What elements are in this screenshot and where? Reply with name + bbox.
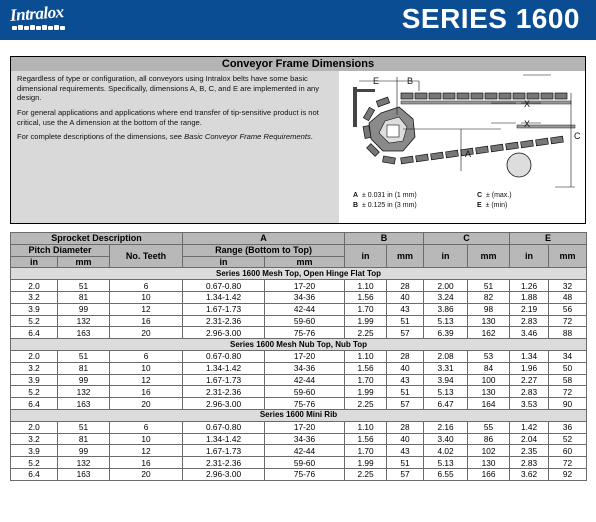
table-cell: 75-76 xyxy=(265,327,345,339)
table-cell: 20 xyxy=(110,398,183,410)
table-cell: 6.47 xyxy=(424,398,468,410)
table-cell: 43 xyxy=(387,303,424,315)
table-cell: 1.56 xyxy=(345,291,387,303)
table-cell: 2.83 xyxy=(510,457,549,469)
table-cell: 3.9 xyxy=(11,445,58,457)
section-title: Series 1600 Mini Rib xyxy=(11,409,587,421)
pitch-diameter-header: Pitch Diameter xyxy=(11,244,110,256)
table-row xyxy=(11,327,587,339)
table-cell: 10 xyxy=(110,291,183,303)
table-cell: 57 xyxy=(387,468,424,480)
diagram-label-e: E xyxy=(373,76,380,86)
table-cell: 102 xyxy=(468,445,510,457)
header-row-2 xyxy=(11,244,587,256)
table-cell: 42-44 xyxy=(265,445,345,457)
table-cell: 17-20 xyxy=(265,421,345,433)
table-cell: 3.62 xyxy=(510,468,549,480)
table-cell: 42-44 xyxy=(265,303,345,315)
table-cell: 81 xyxy=(58,291,110,303)
table-cell: 20 xyxy=(110,327,183,339)
table-cell: 2.0 xyxy=(11,280,58,292)
frame-dimensions-panel xyxy=(10,56,586,224)
table-cell: 166 xyxy=(468,468,510,480)
table-cell: 3.2 xyxy=(11,291,58,303)
table-cell: 3.24 xyxy=(424,291,468,303)
table-cell: 51 xyxy=(387,457,424,469)
table-row xyxy=(11,362,587,374)
table-cell: 1.42 xyxy=(510,421,549,433)
table-cell: 2.27 xyxy=(510,374,549,386)
table-row xyxy=(11,457,587,469)
table-cell: 3.46 xyxy=(510,327,549,339)
table-row xyxy=(11,350,587,362)
table-cell: 57 xyxy=(387,398,424,410)
table-cell: 88 xyxy=(549,327,587,339)
table-cell: 1.99 xyxy=(345,386,387,398)
table-cell: 51 xyxy=(58,350,110,362)
description-area xyxy=(11,71,339,223)
panel-title: Conveyor Frame Dimensions xyxy=(11,57,585,71)
table-cell: 2.83 xyxy=(510,386,549,398)
sprocket-description-header: Sprocket Description xyxy=(11,233,183,245)
e-mm-header: mm xyxy=(549,244,587,268)
table-cell: 90 xyxy=(549,398,587,410)
table-cell: 1.10 xyxy=(345,280,387,292)
table-cell: 52 xyxy=(549,433,587,445)
table-cell: 0.67-0.80 xyxy=(183,421,265,433)
table-cell: 98 xyxy=(468,303,510,315)
table-cell: 72 xyxy=(549,315,587,327)
table-row xyxy=(11,374,587,386)
table-cell: 12 xyxy=(110,445,183,457)
table-cell: 48 xyxy=(549,291,587,303)
table-cell: 3.86 xyxy=(424,303,468,315)
table-cell: 86 xyxy=(468,433,510,445)
table-row xyxy=(11,303,587,315)
table-cell: 1.67-1.73 xyxy=(183,374,265,386)
table-cell: 5.2 xyxy=(11,457,58,469)
tolerance-c: C ± (max.) xyxy=(477,192,512,199)
table-row xyxy=(11,280,587,292)
tolerance-e: E ± (min) xyxy=(477,202,508,209)
table-cell: 12 xyxy=(110,374,183,386)
table-row xyxy=(11,398,587,410)
table-row xyxy=(11,433,587,445)
table-cell: 2.25 xyxy=(345,327,387,339)
table-cell: 2.16 xyxy=(424,421,468,433)
table-cell: 75-76 xyxy=(265,398,345,410)
table-cell: 1.88 xyxy=(510,291,549,303)
table-cell: 163 xyxy=(58,398,110,410)
table-cell: 17-20 xyxy=(265,280,345,292)
table-cell: 3.31 xyxy=(424,362,468,374)
intralox-logo xyxy=(10,4,70,34)
table-cell: 81 xyxy=(58,362,110,374)
table-cell: 1.10 xyxy=(345,350,387,362)
dimensions-table xyxy=(10,232,587,481)
table-cell: 1.99 xyxy=(345,457,387,469)
table-cell: 1.34-1.42 xyxy=(183,362,265,374)
table-body xyxy=(11,268,587,480)
logo-wordmark: Intralox xyxy=(9,2,65,25)
c-mm-header: mm xyxy=(468,244,510,268)
table-cell: 2.25 xyxy=(345,468,387,480)
table-cell: 58 xyxy=(549,374,587,386)
table-cell: 162 xyxy=(468,327,510,339)
table-cell: 0.67-0.80 xyxy=(183,350,265,362)
table-cell: 1.34-1.42 xyxy=(183,291,265,303)
table-cell: 5.2 xyxy=(11,315,58,327)
table-cell: 59-60 xyxy=(265,315,345,327)
table-cell: 6.55 xyxy=(424,468,468,480)
table-cell: 99 xyxy=(58,374,110,386)
table-cell: 43 xyxy=(387,445,424,457)
table-cell: 55 xyxy=(468,421,510,433)
table-cell: 2.96-3.00 xyxy=(183,468,265,480)
table-cell: 3.2 xyxy=(11,362,58,374)
table-cell: 2.00 xyxy=(424,280,468,292)
table-cell: 2.31-2.36 xyxy=(183,315,265,327)
diagram-label-c: C xyxy=(574,131,581,141)
table-cell: 16 xyxy=(110,457,183,469)
table-cell: 1.34-1.42 xyxy=(183,433,265,445)
table-cell: 132 xyxy=(58,457,110,469)
diagram-label-a: A xyxy=(465,149,472,159)
c-in-header: in xyxy=(424,244,468,268)
table-cell: 34 xyxy=(549,350,587,362)
table-cell: 6 xyxy=(110,421,183,433)
table-cell: 99 xyxy=(58,303,110,315)
table-cell: 16 xyxy=(110,386,183,398)
table-cell: 60 xyxy=(549,445,587,457)
table-cell: 130 xyxy=(468,386,510,398)
table-cell: 2.96-3.00 xyxy=(183,398,265,410)
table-cell: 59-60 xyxy=(265,386,345,398)
table-cell: 34-36 xyxy=(265,291,345,303)
table-cell: 2.35 xyxy=(510,445,549,457)
b-mm-header: mm xyxy=(387,244,424,268)
table-cell: 1.67-1.73 xyxy=(183,303,265,315)
table-cell: 3.2 xyxy=(11,433,58,445)
tolerance-b: B ± 0.125 in (3 mm) xyxy=(353,202,417,209)
table-cell: 132 xyxy=(58,386,110,398)
table-cell: 10 xyxy=(110,433,183,445)
table-cell: 57 xyxy=(387,327,424,339)
section-title-row xyxy=(11,339,587,351)
a-header: A xyxy=(183,233,345,245)
e-in-header: in xyxy=(510,244,549,268)
table-cell: 84 xyxy=(468,362,510,374)
table-cell: 51 xyxy=(468,280,510,292)
table-cell: 43 xyxy=(387,374,424,386)
table-row xyxy=(11,386,587,398)
pitch-mm-header: mm xyxy=(58,256,110,268)
table-cell: 5.13 xyxy=(424,315,468,327)
table-row xyxy=(11,421,587,433)
table-cell: 28 xyxy=(387,421,424,433)
table-cell: 3.9 xyxy=(11,374,58,386)
table-cell: 40 xyxy=(387,433,424,445)
table-cell: 16 xyxy=(110,315,183,327)
table-cell: 5.2 xyxy=(11,386,58,398)
table-cell: 56 xyxy=(549,303,587,315)
table-cell: 36 xyxy=(549,421,587,433)
table-cell: 2.25 xyxy=(345,398,387,410)
pitch-in-header: in xyxy=(11,256,58,268)
table-cell: 1.99 xyxy=(345,315,387,327)
e-header: E xyxy=(510,233,587,245)
table-cell: 81 xyxy=(58,433,110,445)
tolerance-a: A ± 0.031 in (1 mm) xyxy=(353,192,417,199)
c-header: C xyxy=(424,233,510,245)
table-cell: 53 xyxy=(468,350,510,362)
no-teeth-header: No. Teeth xyxy=(110,244,183,268)
table-cell: 6.39 xyxy=(424,327,468,339)
table-cell: 20 xyxy=(110,468,183,480)
table-cell: 5.13 xyxy=(424,457,468,469)
table-cell: 130 xyxy=(468,457,510,469)
table-cell: 6.4 xyxy=(11,468,58,480)
table-cell: 51 xyxy=(58,280,110,292)
table-cell: 34-36 xyxy=(265,433,345,445)
table-cell: 4.02 xyxy=(424,445,468,457)
table-cell: 132 xyxy=(58,315,110,327)
table-cell: 130 xyxy=(468,315,510,327)
table-cell: 2.04 xyxy=(510,433,549,445)
description-paragraph-1: Regardless of type or configuration, all conveyors using Intralox belts have some basic dimensional requirements. Specifically, dimensions A, B, C, and E are implemented in any design. xyxy=(17,74,320,103)
table-cell: 1.26 xyxy=(510,280,549,292)
table-cell: 28 xyxy=(387,350,424,362)
table-cell: 1.70 xyxy=(345,445,387,457)
table-cell: 1.56 xyxy=(345,433,387,445)
table-cell: 6.4 xyxy=(11,398,58,410)
table-cell: 17-20 xyxy=(265,350,345,362)
range-header: Range (Bottom to Top) xyxy=(183,244,345,256)
table-cell: 1.10 xyxy=(345,421,387,433)
table-cell: 2.96-3.00 xyxy=(183,327,265,339)
table-cell: 1.34 xyxy=(510,350,549,362)
section-title-row xyxy=(11,268,587,280)
table-cell: 0.67-0.80 xyxy=(183,280,265,292)
table-cell: 6 xyxy=(110,350,183,362)
diagram-label-x-top: X xyxy=(524,99,531,109)
table-cell: 100 xyxy=(468,374,510,386)
requirements-reference: Basic Conveyor Frame Requirements xyxy=(184,132,311,141)
table-cell: 1.67-1.73 xyxy=(183,445,265,457)
table-cell: 50 xyxy=(549,362,587,374)
page-header xyxy=(0,0,596,40)
table-cell: 59-60 xyxy=(265,457,345,469)
table-cell: 72 xyxy=(549,386,587,398)
table-cell: 2.0 xyxy=(11,421,58,433)
b-in-header: in xyxy=(345,244,387,268)
table-row xyxy=(11,315,587,327)
table-cell: 82 xyxy=(468,291,510,303)
table-cell: 92 xyxy=(549,468,587,480)
table-cell: 72 xyxy=(549,457,587,469)
table-cell: 40 xyxy=(387,291,424,303)
table-row xyxy=(11,445,587,457)
diagram-label-b: B xyxy=(407,76,414,86)
table-cell: 1.70 xyxy=(345,303,387,315)
a-in-header: in xyxy=(183,256,265,268)
logo-chain-icon xyxy=(12,24,66,32)
table-cell: 1.56 xyxy=(345,362,387,374)
table-cell: 163 xyxy=(58,327,110,339)
table-cell: 1.96 xyxy=(510,362,549,374)
table-row xyxy=(11,291,587,303)
table-cell: 51 xyxy=(387,386,424,398)
table-cell: 6 xyxy=(110,280,183,292)
table-cell: 2.08 xyxy=(424,350,468,362)
section-title-row xyxy=(11,409,587,421)
table-cell: 3.94 xyxy=(424,374,468,386)
header-row-1 xyxy=(11,233,587,245)
table-cell: 6.4 xyxy=(11,327,58,339)
table-cell: 42-44 xyxy=(265,374,345,386)
table-cell: 1.70 xyxy=(345,374,387,386)
diagram-label-x-bottom: X xyxy=(524,119,531,129)
table-cell: 2.31-2.36 xyxy=(183,457,265,469)
table-row xyxy=(11,468,587,480)
section-title: Series 1600 Mesh Nub Top, Nub Top xyxy=(11,339,587,351)
table-cell: 40 xyxy=(387,362,424,374)
table-cell: 28 xyxy=(387,280,424,292)
description-paragraph-2: For general applications and applications where end transfer of tip-sensitive product is not critical, use the A dimension at the bottom of the range. xyxy=(17,108,319,127)
table-cell: 12 xyxy=(110,303,183,315)
table-cell: 2.19 xyxy=(510,303,549,315)
table-cell: 51 xyxy=(387,315,424,327)
table-cell: 3.40 xyxy=(424,433,468,445)
a-mm-header: mm xyxy=(265,256,345,268)
table-cell: 2.31-2.36 xyxy=(183,386,265,398)
description-paragraph-3: For complete descriptions of the dimensions, see Basic Conveyor Frame Requirements. xyxy=(17,132,313,141)
series-title: SERIES 1600 xyxy=(401,3,580,34)
table-cell: 10 xyxy=(110,362,183,374)
table-cell: 3.53 xyxy=(510,398,549,410)
table-cell: 75-76 xyxy=(265,468,345,480)
table-cell: 32 xyxy=(549,280,587,292)
table-cell: 3.9 xyxy=(11,303,58,315)
table-cell: 51 xyxy=(58,421,110,433)
table-cell: 2.0 xyxy=(11,350,58,362)
table-cell: 164 xyxy=(468,398,510,410)
table-cell: 2.83 xyxy=(510,315,549,327)
table-cell: 5.13 xyxy=(424,386,468,398)
b-header: B xyxy=(345,233,424,245)
table-cell: 99 xyxy=(58,445,110,457)
section-title: Series 1600 Mesh Top, Open Hinge Flat Top xyxy=(11,268,587,280)
table-cell: 163 xyxy=(58,468,110,480)
table-cell: 34-36 xyxy=(265,362,345,374)
